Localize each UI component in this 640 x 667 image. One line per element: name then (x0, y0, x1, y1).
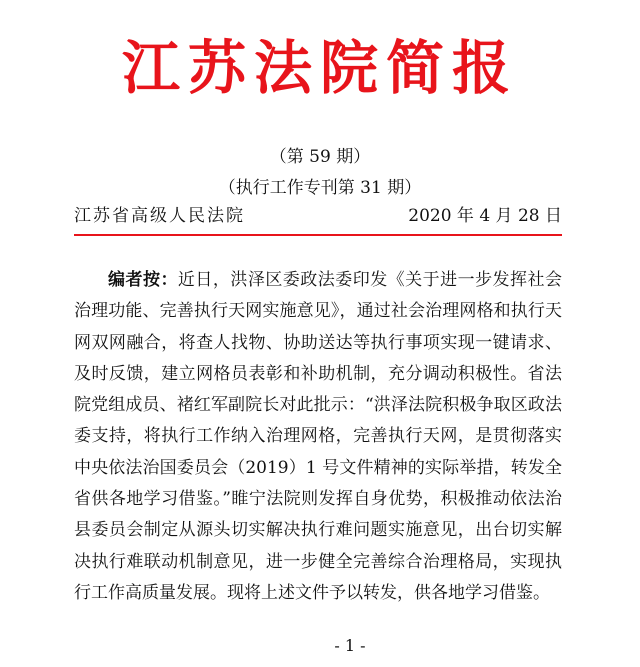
publication-date: 2020 年 4 月 28 日 (408, 206, 562, 226)
editor-note-paragraph (74, 265, 562, 609)
page-number: - 1 - (334, 636, 366, 655)
publication-meta-row (74, 205, 562, 229)
masthead-title: 江苏法院简报 (121, 34, 518, 102)
special-issue-number: （执行工作专刊第 31 期） (218, 178, 422, 198)
red-divider-rule (74, 234, 562, 236)
editor-note-label: 编者按： (108, 270, 178, 290)
publisher-name: 江苏省高级人民法院 (74, 206, 245, 226)
editor-note-text: 近日，洪泽区委政法委印发《关于进一步发挥社会治理功能、完善执行天网实施意见》，通过社会治理网格和执行天网双网融合，将查人找物、协助送达等执行事项实现一键请求、及时反馈，建立网格员表彰和补助机制，充分调动积极性。省法院党组成员、褚红军副院长对此批示：“洪泽法院积极争取区政法委支持，将执行工作纳入治理网格，完善执行天网，是贯彻落实中央依法治国委员会（2019）1 号文件精神的实际举措，转发全省供各地学习借鉴。”睢宁法院则发挥自身优势，积极推动依法治县委员会制定从源头切实解决执行难问题实施意见，出台切实解决执行难联动机制意见，进一步健全完善综合治理格局，实现执行工作高质量发展。现将上述文件予以转发，供各地学习借鉴。 (74, 270, 563, 603)
issue-number: （第 59 期） (269, 147, 371, 167)
